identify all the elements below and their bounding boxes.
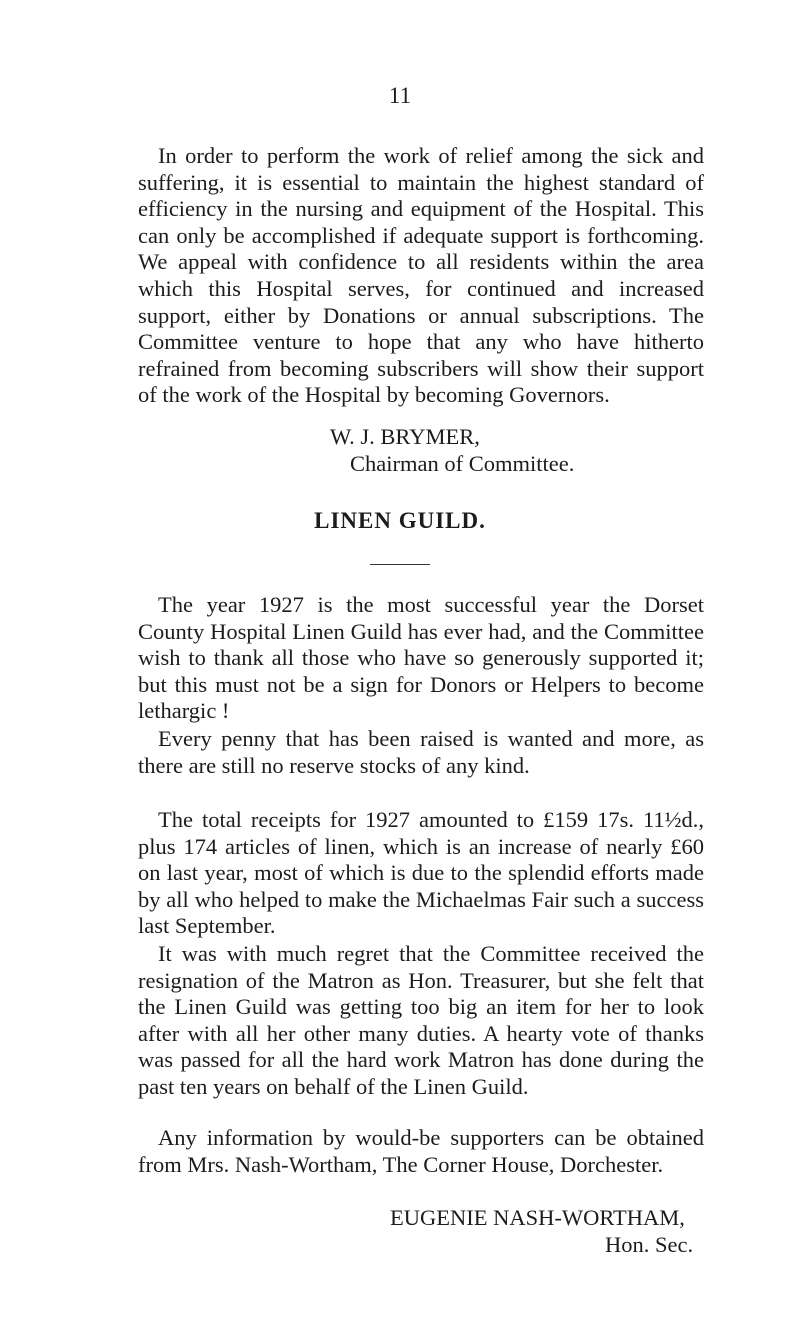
chairman-title: Chairman of Committee.: [350, 451, 575, 476]
linen-paragraph-4: It was with much regret that the Committee received the resignation of the Matron as Hon. Treasurer, but she felt that the Linen Guild was getting too big an item for her to look after with all her other many duties. A hearty vote of thanks was passed for all the hard work Matron has done during the past ten years on behalf of the Linen Guild.: [138, 941, 704, 1099]
linen-paragraph-2: Every penny that has been raised is wanted and more, as there are still no reserve stocks of any kind.: [138, 726, 704, 778]
page-number: 11: [388, 83, 412, 108]
linen-paragraph-5: Any information by would-be supporters can be obtained from Mrs. Nash-Wortham, The Corner House, Dorchester.: [138, 1125, 704, 1177]
chairman-name: W. J. BRYMER,: [330, 424, 480, 449]
linen-paragraph-3: The total receipts for 1927 amounted to £159 17s. 11½d., plus 174 articles of linen, which is an increase of nearly £60 on last year, most of which is due to the splendid efforts made by all who helped to make the Michaelmas Fair such a success last September.: [138, 807, 704, 939]
section-heading: LINEN GUILD.: [314, 508, 486, 533]
intro-text: In order to perform the work of relief among the sick and suffering, it is essential to maintain the highest standard of efficiency in the nursing and equipment of the Hospital. This can only be accomplished if adequate support is forthcoming. We appeal with confidence to all residents within the area which this Hospital serves, for continued and increased support, either by Donations or annual subscriptions. The Committee venture to hope that any who have hitherto refrained from becoming subscribers will show their support of the work of the Hospital by becoming Governors.: [138, 143, 704, 408]
secretary-title: Hon. Sec.: [605, 1232, 694, 1257]
secretary-name: EUGENIE NASH-WORTHAM,: [390, 1205, 685, 1230]
heading-divider: [370, 564, 430, 565]
intro-paragraph: [138, 143, 704, 409]
linen-paragraph-1: The year 1927 is the most successful year the Dorset County Hospital Linen Guild has ever had, and the Committee wish to thank all those who have so generously supported it; but this must not be a sign for Donors or Helpers to become lethargic !: [138, 592, 704, 724]
